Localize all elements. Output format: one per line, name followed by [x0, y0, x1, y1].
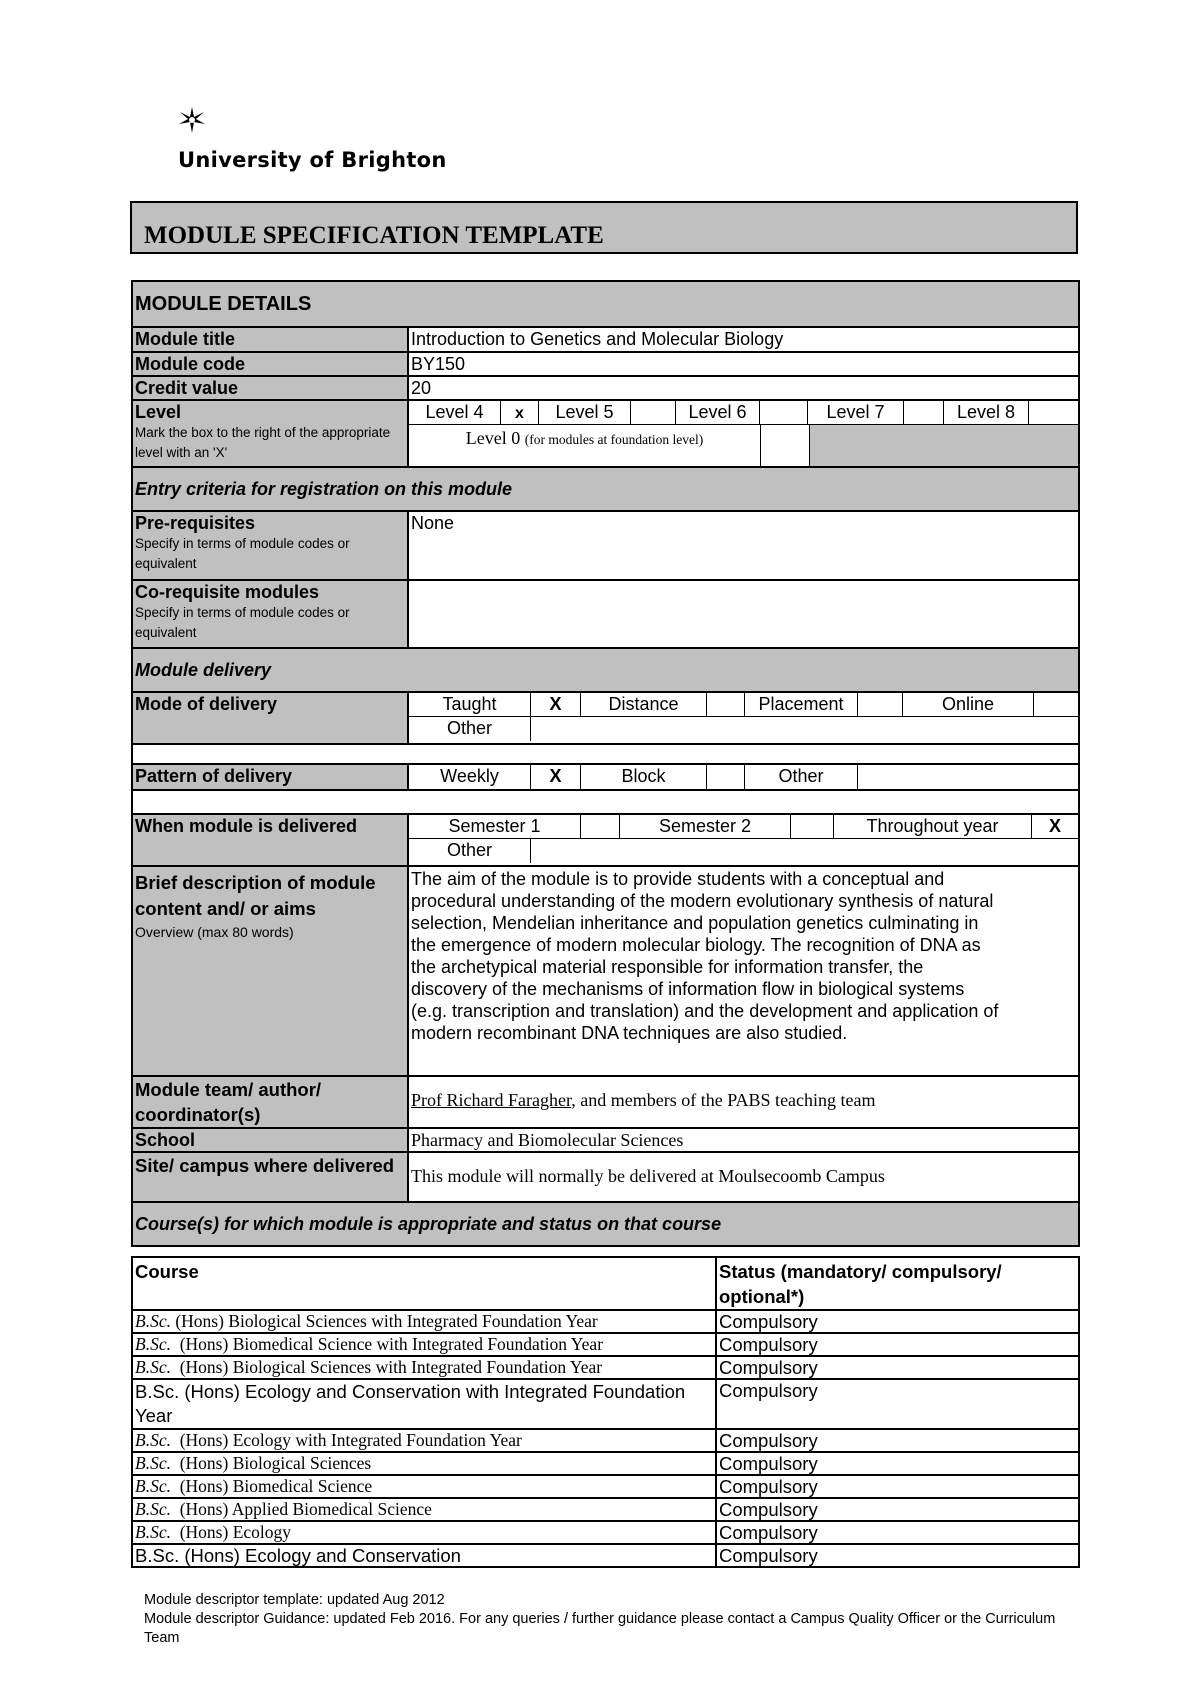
course-degree: B.Sc.: [135, 1357, 171, 1377]
course-status: Compulsory: [716, 1521, 1079, 1544]
course-title: (Hons) Ecology with Integrated Foundation Year: [170, 1430, 522, 1450]
level-8-mark[interactable]: [1029, 401, 1078, 424]
course-name: [132, 1356, 716, 1379]
template-title-box: [130, 201, 1078, 254]
table-row: [132, 1429, 1079, 1452]
course-status: Compulsory: [716, 1333, 1079, 1356]
course-status: Compulsory: [716, 1310, 1079, 1333]
course-degree: B.Sc.: [135, 1499, 171, 1519]
school-label: School: [132, 1128, 408, 1152]
prereq-value: None: [408, 511, 1079, 580]
footer-line-1: Module descriptor template: updated Aug 2012: [144, 1592, 445, 1608]
mode-taught-mark[interactable]: X: [531, 693, 581, 716]
description-label: Brief description of module content and/ or aims: [135, 872, 376, 919]
course-rows: [132, 1310, 1079, 1567]
when-semester1-mark[interactable]: [581, 815, 620, 838]
course-name: [132, 1498, 716, 1521]
course-degree: B.Sc.: [135, 1453, 171, 1473]
coreq-hint: Specify in terms of module codes or equivalent: [135, 605, 350, 640]
course-status: Compulsory: [716, 1544, 1079, 1567]
level-6-label: Level 6: [676, 401, 760, 424]
pattern-other-value[interactable]: [858, 765, 1078, 789]
course-title: (Hons) Biomedical Science with Integrated Foundation Year: [170, 1334, 604, 1354]
level-0-label: Level 0: [465, 428, 521, 448]
site-label: Site/ campus where delivered: [132, 1152, 408, 1202]
team-value: [408, 1076, 1079, 1128]
courses-header: Course(s) for which module is appropriate and status on that course: [132, 1202, 1079, 1246]
mode-placement-mark[interactable]: [858, 693, 903, 716]
description-line: modern recombinant DNA techniques are also studied.: [411, 1023, 848, 1043]
course-title: (Hons) Ecology: [170, 1522, 292, 1542]
table-row: [132, 1544, 1079, 1567]
level-0-mark[interactable]: [761, 425, 810, 466]
description-hint: Overview (max 80 words): [135, 924, 294, 940]
table-row: [132, 1379, 1079, 1429]
level-grid: [408, 400, 1079, 467]
course-status: Compulsory: [716, 1379, 1079, 1429]
course-title: (Hons) Biological Sciences with Integrated Foundation Year: [170, 1311, 598, 1331]
table-row: [132, 1356, 1079, 1379]
level-8-label: Level 8: [944, 401, 1029, 424]
level-0-note: (for modules at foundation level): [524, 432, 704, 447]
when-semester2-mark[interactable]: [791, 815, 834, 838]
status-column-header: Status (mandatory/ compulsory/ optional*): [716, 1257, 1079, 1310]
when-other-label: Other: [409, 839, 531, 863]
description-line: selection, Mendelian inheritance and population genetics culminating in: [411, 913, 979, 933]
site-value: This module will normally be delivered at Moulsecoomb Campus: [408, 1152, 1079, 1202]
level-7-label: Level 7: [808, 401, 904, 424]
course-title: (Hons) Biological Sciences with Integrated Foundation Year: [170, 1357, 603, 1377]
course-status: Compulsory: [716, 1429, 1079, 1452]
level-5-label: Level 5: [539, 401, 631, 424]
module-spec-table: [131, 280, 1080, 1247]
coreq-value: [408, 580, 1079, 648]
course-name: B.Sc. (Hons) Ecology and Conservation: [132, 1544, 716, 1567]
description-line: discovery of the mechanisms of information flow in biological systems: [411, 979, 965, 999]
mode-of-delivery-label: Mode of delivery: [132, 692, 408, 744]
course-degree: B.Sc.: [135, 1522, 171, 1542]
footer: [144, 1591, 1084, 1648]
course-name: [132, 1429, 716, 1452]
when-semester2-label: Semester 2: [620, 815, 791, 838]
when-throughout-mark[interactable]: X: [1049, 816, 1062, 836]
module-delivery-header: Module delivery: [132, 648, 1079, 692]
pattern-block-label: Block: [581, 765, 707, 789]
mode-other-label: Other: [409, 717, 531, 741]
description-line: (e.g. transcription and translation) and the development and application of: [411, 1001, 999, 1021]
table-row: [132, 1310, 1079, 1333]
description-line: The aim of the module is to provide students with a conceptual and: [411, 869, 945, 889]
level-4-mark[interactable]: x: [501, 401, 539, 424]
course-column-header: Course: [132, 1257, 716, 1310]
credit-value-label: Credit value: [132, 376, 408, 400]
description-line: the archetypical material responsible for information transfer, the: [411, 957, 924, 977]
course-title: (Hons) Applied Biomedical Science: [170, 1499, 432, 1519]
table-row: [132, 1452, 1079, 1475]
level-label: Level: [135, 402, 182, 422]
course-status: Compulsory: [716, 1475, 1079, 1498]
credit-value-value: 20: [408, 376, 1079, 400]
level-hint: Mark the box to the right of the appropriate level with an 'X': [135, 425, 391, 460]
level-6-mark[interactable]: [760, 401, 808, 424]
description-line: procedural understanding of the modern evolutionary synthesis of natural: [411, 891, 994, 911]
course-status: Compulsory: [716, 1498, 1079, 1521]
module-details-header: MODULE DETAILS: [132, 281, 1079, 327]
course-status: Compulsory: [716, 1356, 1079, 1379]
team-label: Module team/ author/ coordinator(s): [132, 1076, 408, 1128]
when-other-value[interactable]: [531, 839, 1078, 863]
table-row: [132, 1498, 1079, 1521]
course-name: [132, 1452, 716, 1475]
description-label-cell: [132, 866, 408, 1076]
table-row: [132, 1333, 1079, 1356]
logo-text: University of Brighton: [178, 148, 447, 172]
level-row: [409, 401, 1078, 425]
blank-row: [132, 744, 1079, 764]
pattern-weekly-mark[interactable]: X: [531, 765, 581, 789]
level-7-mark[interactable]: [904, 401, 944, 424]
coreq-label-cell: [132, 580, 408, 648]
mode-placement-label: Placement: [745, 693, 858, 716]
mode-online-mark[interactable]: [1034, 693, 1078, 716]
courses-table: [131, 1256, 1080, 1568]
pattern-of-delivery-label: Pattern of delivery: [132, 764, 408, 790]
course-name: [132, 1310, 716, 1333]
pattern-other-label: Other: [745, 765, 858, 789]
pattern-block-mark[interactable]: [707, 765, 745, 789]
prereq-hint: Specify in terms of module codes or equivalent: [135, 536, 350, 571]
footer-line-2: Module descriptor Guidance: updated Feb 2016. For any queries / further guidance please contact a Campus Quality Officer or the Curriculum Team: [144, 1611, 1056, 1646]
mode-of-delivery-grid: [408, 692, 1079, 744]
course-title: (Hons) Biological Sciences: [170, 1453, 372, 1473]
mode-other-value[interactable]: [531, 717, 1078, 741]
when-throughout-label: Throughout year: [834, 815, 1032, 838]
course-name: [132, 1521, 716, 1544]
level-0-row: [409, 425, 1078, 466]
prereq-label-cell: [132, 511, 408, 580]
when-delivered-label: When module is delivered: [132, 814, 408, 866]
module-title-label: Module title: [132, 327, 408, 352]
team-rest: , and members of the PABS teaching team: [571, 1090, 876, 1110]
course-degree: B.Sc.: [135, 1476, 171, 1496]
course-degree: B.Sc.: [135, 1311, 171, 1331]
coreq-label: Co-requisite modules: [135, 582, 320, 602]
table-row: [132, 1475, 1079, 1498]
when-semester1-label: Semester 1: [409, 815, 581, 838]
course-name: [132, 1333, 716, 1356]
pattern-of-delivery-grid: [408, 764, 1079, 790]
pattern-weekly-label: Weekly: [409, 765, 531, 789]
module-code-label: Module code: [132, 352, 408, 376]
level-label-cell: [132, 400, 408, 467]
module-title-value: Introduction to Genetics and Molecular Biology: [408, 327, 1079, 352]
course-degree: B.Sc.: [135, 1430, 171, 1450]
mode-distance-mark[interactable]: [707, 693, 745, 716]
star-logo-icon: [178, 106, 206, 134]
mode-taught-label: Taught: [409, 693, 531, 716]
level-4-label: Level 4: [409, 401, 501, 424]
course-name: [132, 1475, 716, 1498]
course-title: (Hons) Biomedical Science: [170, 1476, 373, 1496]
page-title: MODULE SPECIFICATION TEMPLATE: [144, 222, 604, 249]
description-text: [408, 866, 1079, 1076]
entry-criteria-header: Entry criteria for registration on this module: [132, 467, 1079, 511]
team-lead-name: Prof Richard Faragher: [411, 1090, 572, 1110]
description-line: the emergence of modern molecular biology. The recognition of DNA as: [411, 935, 981, 955]
course-status: Compulsory: [716, 1452, 1079, 1475]
mode-online-label: Online: [903, 693, 1034, 716]
prereq-label: Pre-requisites: [135, 513, 256, 533]
level-5-mark[interactable]: [631, 401, 676, 424]
course-name: B.Sc. (Hons) Ecology and Conservation with Integrated Foundation Year: [132, 1379, 716, 1429]
table-row: [132, 1521, 1079, 1544]
when-delivered-grid: [408, 814, 1079, 866]
mode-distance-label: Distance: [581, 693, 707, 716]
school-value: Pharmacy and Biomolecular Sciences: [408, 1128, 1079, 1152]
level-0-cell: [409, 425, 761, 466]
blank-row: [132, 790, 1079, 814]
course-degree: B.Sc.: [135, 1334, 171, 1354]
module-code-value: BY150: [408, 352, 1079, 376]
